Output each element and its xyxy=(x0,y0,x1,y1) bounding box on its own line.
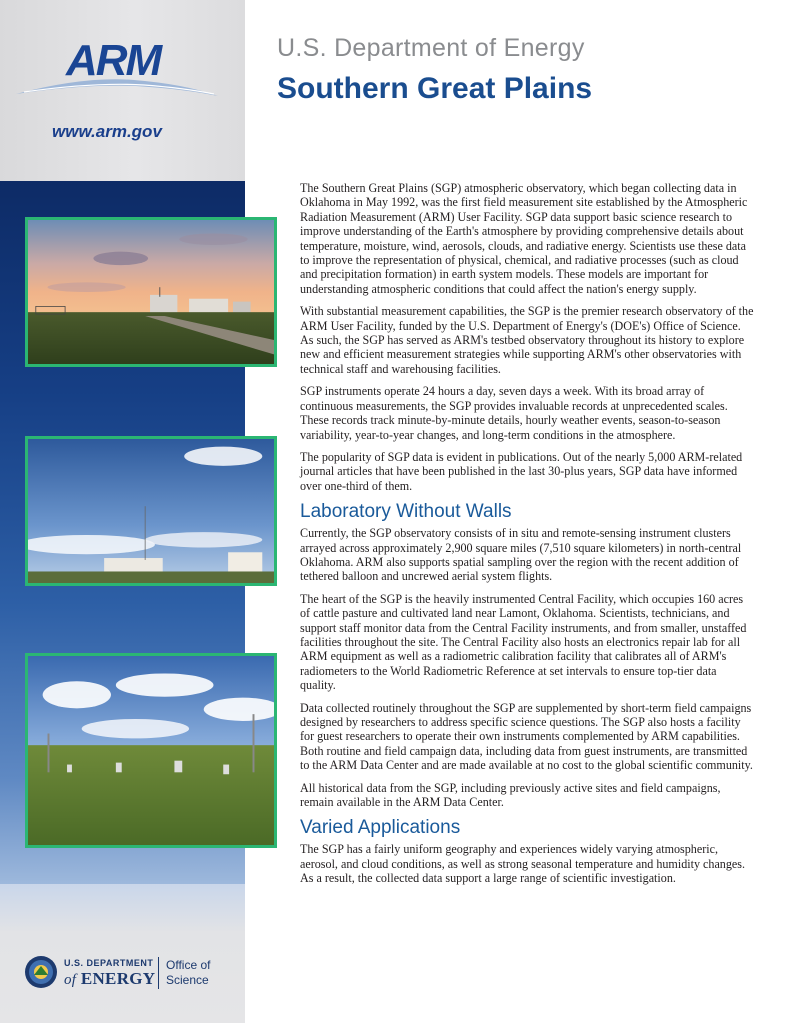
doe-logo-line2 xyxy=(64,969,155,989)
sidebar-bottom-fade xyxy=(0,884,245,1023)
section1-paragraph-3: Data collected routinely throughout the SGP are supplemented by short-term field campaigns designed by researchers to address specific science questions. The SGP also hosts a facility for guest researchers to operate their own instruments complemented by ARM capabilities. Both routine and field campaign data, including data from guest instruments, are transmitted to the ARM Data Center and are made available at no cost to the global scientific community. xyxy=(300,700,753,773)
arm-website-link[interactable]: www.arm.gov xyxy=(52,122,162,141)
section-heading-applications: Varied Applications xyxy=(300,817,461,839)
doe-office-of-science-logo[interactable] xyxy=(24,955,239,995)
doe-logo-divider xyxy=(158,957,159,989)
section2-paragraph-1: The SGP has a fairly uniform geography and experiences widely varying atmospheric, aerosol, and cloud conditions, as well as strong seasonal temperature and humidity changes. As a result, the collected data support a large range of scientific investigation. xyxy=(300,842,746,886)
section1-paragraph-4: All historical data from the SGP, including previously active sites and field campaigns, remain available in the ARM Data Center. xyxy=(300,780,721,810)
doe-logo-energy: ENERGY xyxy=(80,969,156,988)
photo-instrument-field xyxy=(25,653,277,848)
department-title: U.S. Department of Energy xyxy=(277,34,585,62)
photo-central-facility-trailers xyxy=(25,436,277,586)
intro-paragraph-4: The popularity of SGP data is evident in publications. Out of the nearly 5,000 ARM-related journal articles that have been published in the last 30-plus years, SGP data have informed over one-third of them. xyxy=(300,449,743,493)
arm-logo[interactable] xyxy=(14,32,224,110)
office-line1: Office of xyxy=(166,958,211,972)
office-line2: Science xyxy=(166,973,209,987)
doe-seal-icon xyxy=(24,955,58,989)
photo-sunset-facility xyxy=(25,217,277,367)
main-content xyxy=(300,181,755,894)
intro-paragraph-2: With substantial measurement capabilities, the SGP is the premier research observatory of the ARM User Facility, funded by the U.S. Department of Energy's (DOE's) Office of Science. As such, the SGP has served as ARM's testbed observatory throughout its history to explore new and efficient measurement strategies while supporting ARM's other observatories with technical staff and warehousing facilities. xyxy=(300,304,754,376)
site-title: Southern Great Plains xyxy=(277,72,593,105)
doe-logo-line1: U.S. DEPARTMENT xyxy=(64,958,154,968)
section-heading-laboratory: Laboratory Without Walls xyxy=(300,501,512,523)
section1-paragraph-1: Currently, the SGP observatory consists of in situ and remote-sensing instrument clusters arrayed across approximately 2,900 square miles (7,510 square kilometers) in north-central Oklahoma. ARM also supports spatial sampling over the region with the recent addition of tethered balloon and uncrewed aerial system flights. xyxy=(300,526,742,584)
arm-logo-text: ARM xyxy=(66,36,161,85)
doe-logo-of: of xyxy=(64,972,77,988)
section1-paragraph-2: The heart of the SGP is the heavily instrumented Central Facility, which occupies 160 acres of cattle pasture and cultivated land near Lamont, Oklahoma. Scientists, technicians, and support staff monitor data from the Central Facility instruments, and from smaller, unstaffed facilities throughout the site. The Central Facility also hosts an electronics repair lab for all ARM equipment as well as a radiometric calibration facility that calibrates all of ARM's radiometers to the World Radiometric Reference at set intervals to ensure top-tier data quality. xyxy=(300,591,747,693)
intro-paragraph-1: The Southern Great Plains (SGP) atmospheric observatory, which began collecting data in Oklahoma in May 1992, was the first field measurement site established by the Atmospheric Radiation Measurement (ARM) User Facility. SGP data support basic science research to improve understanding of the Earth's atmosphere by providing comprehensive details about temperature, moisture, wind, aerosols, clouds, and radiative energy. Scientists use these data to improve the representation of physical, chemical, and radiative processes (such as cloud and precipitation formation) in earth system models. These models are important for understanding atmospheric conditions that could affect the nation's energy supply. xyxy=(300,181,748,296)
office-of-science-label xyxy=(166,958,210,988)
intro-paragraph-3: SGP instruments operate 24 hours a day, seven days a week. With its broad array of continuous measurements, the SGP provides invaluable records at unprecedented scales. These records track minute-by-minute details, hourly weather events, season-to-season variability, year-to-year changes, and long-term conditions in the atmosphere. xyxy=(300,384,728,442)
